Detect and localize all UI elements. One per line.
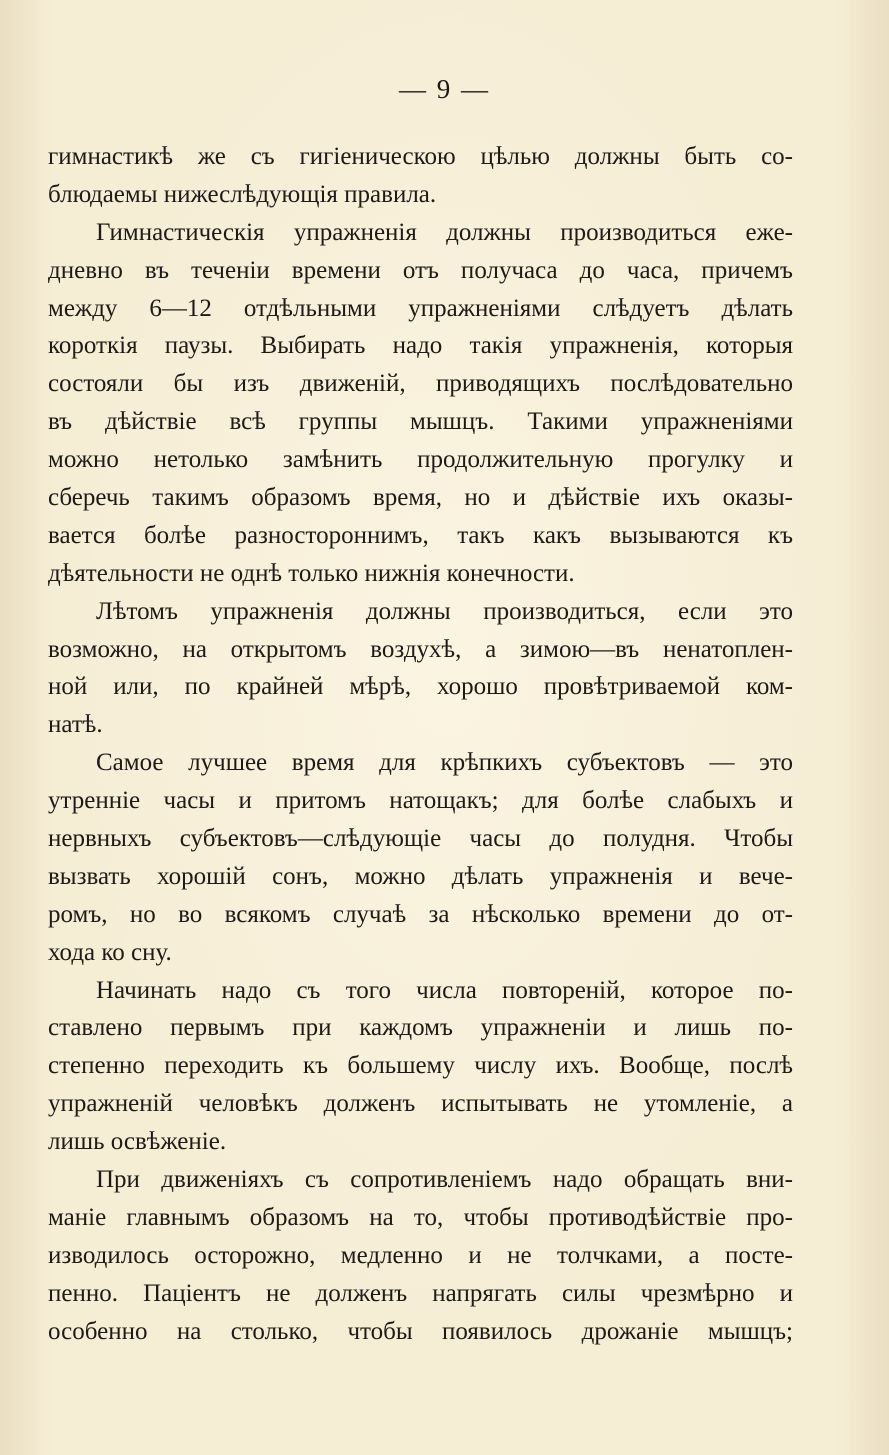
text-line: маніе главнымъ образомъ на то, чтобы противодѣйствіе про- [48, 1203, 793, 1231]
text-line: между 6—12 отдѣльными упражненіями слѣдуетъ дѣлать [48, 294, 793, 322]
text-line: дневно въ теченіи времени отъ получаса до часа, причемъ [48, 256, 793, 284]
text-line: Лѣтомъ упражненія должны производиться, если это [96, 597, 793, 625]
text-line: вызвать хорошій сонъ, можно дѣлать упражненія и вече- [48, 862, 793, 890]
text-line: нервныхъ субъектовъ—слѣдующіе часы до полудня. Чтобы [48, 825, 793, 853]
text-line: короткія паузы. Выбирать надо такія упражненія, которыя [48, 332, 793, 360]
text-line: хода ко сну. [48, 938, 172, 966]
text-line: ромъ, но во всякомъ случаѣ за нѣсколько времени до от- [48, 900, 793, 928]
text-line: ставлено первымъ при каждомъ упражненіи и лишь по- [48, 1014, 793, 1042]
text-line: утренніе часы и притомъ натощакъ; для болѣе слабыхъ и [48, 787, 793, 815]
text-line: степенно переходить къ большему числу ихъ. Вообще, послѣ [48, 1052, 793, 1080]
text-line: Гимнастическія упражненія должны производиться еже- [96, 218, 793, 246]
text-line: пенно. Паціентъ не долженъ напрягать силы чрезмѣрно и [48, 1279, 793, 1307]
page-number: — 9 — [399, 74, 490, 104]
text-line: натѣ. [48, 711, 103, 739]
text-line: дѣятельности не однѣ только нижнія конечности. [48, 559, 575, 587]
body-text [48, 138, 793, 1351]
text-line: вается болѣе разностороннимъ, такъ какъ вызываются къ [48, 521, 793, 549]
text-line: въ дѣйствіе всѣ группы мышцъ. Такими упражненіями [48, 408, 793, 436]
text-line: сберечь такимъ образомъ время, но и дѣйствіе ихъ оказы- [48, 484, 793, 512]
text-line: Самое лучшее время для крѣпкихъ субъектовъ — это [96, 749, 793, 777]
text-line: состояли бы изъ движеній, приводящихъ послѣдовательно [48, 370, 793, 398]
text-line: При движеніяхъ съ сопротивленіемъ надо обращать вни- [96, 1166, 793, 1194]
text-line: лишь освѣженіе. [48, 1128, 227, 1156]
text-line: изводилось осторожно, медленно и не толчками, а посте- [48, 1241, 793, 1269]
text-line: Начинать надо съ того числа повтореній, которое по- [96, 976, 793, 1004]
text-line: возможно, на открытомъ воздухѣ, а зимою—въ ненатоплен- [48, 635, 793, 663]
text-line: ной или, по крайней мѣрѣ, хорошо провѣтриваемой ком- [48, 673, 793, 701]
text-line: особенно на столько, чтобы появилось дрожаніе мышцъ; [48, 1317, 793, 1345]
text-line: гимнастикѣ же съ гигіеническою цѣлью должны быть со- [48, 143, 793, 170]
text-line: можно нетолько замѣнить продолжительную прогулку и [48, 446, 793, 474]
text-line: блюдаемы нижеслѣдующія правила. [48, 180, 437, 208]
text-line: упражненій человѣкъ долженъ испытывать не утомленіе, а [48, 1090, 793, 1118]
